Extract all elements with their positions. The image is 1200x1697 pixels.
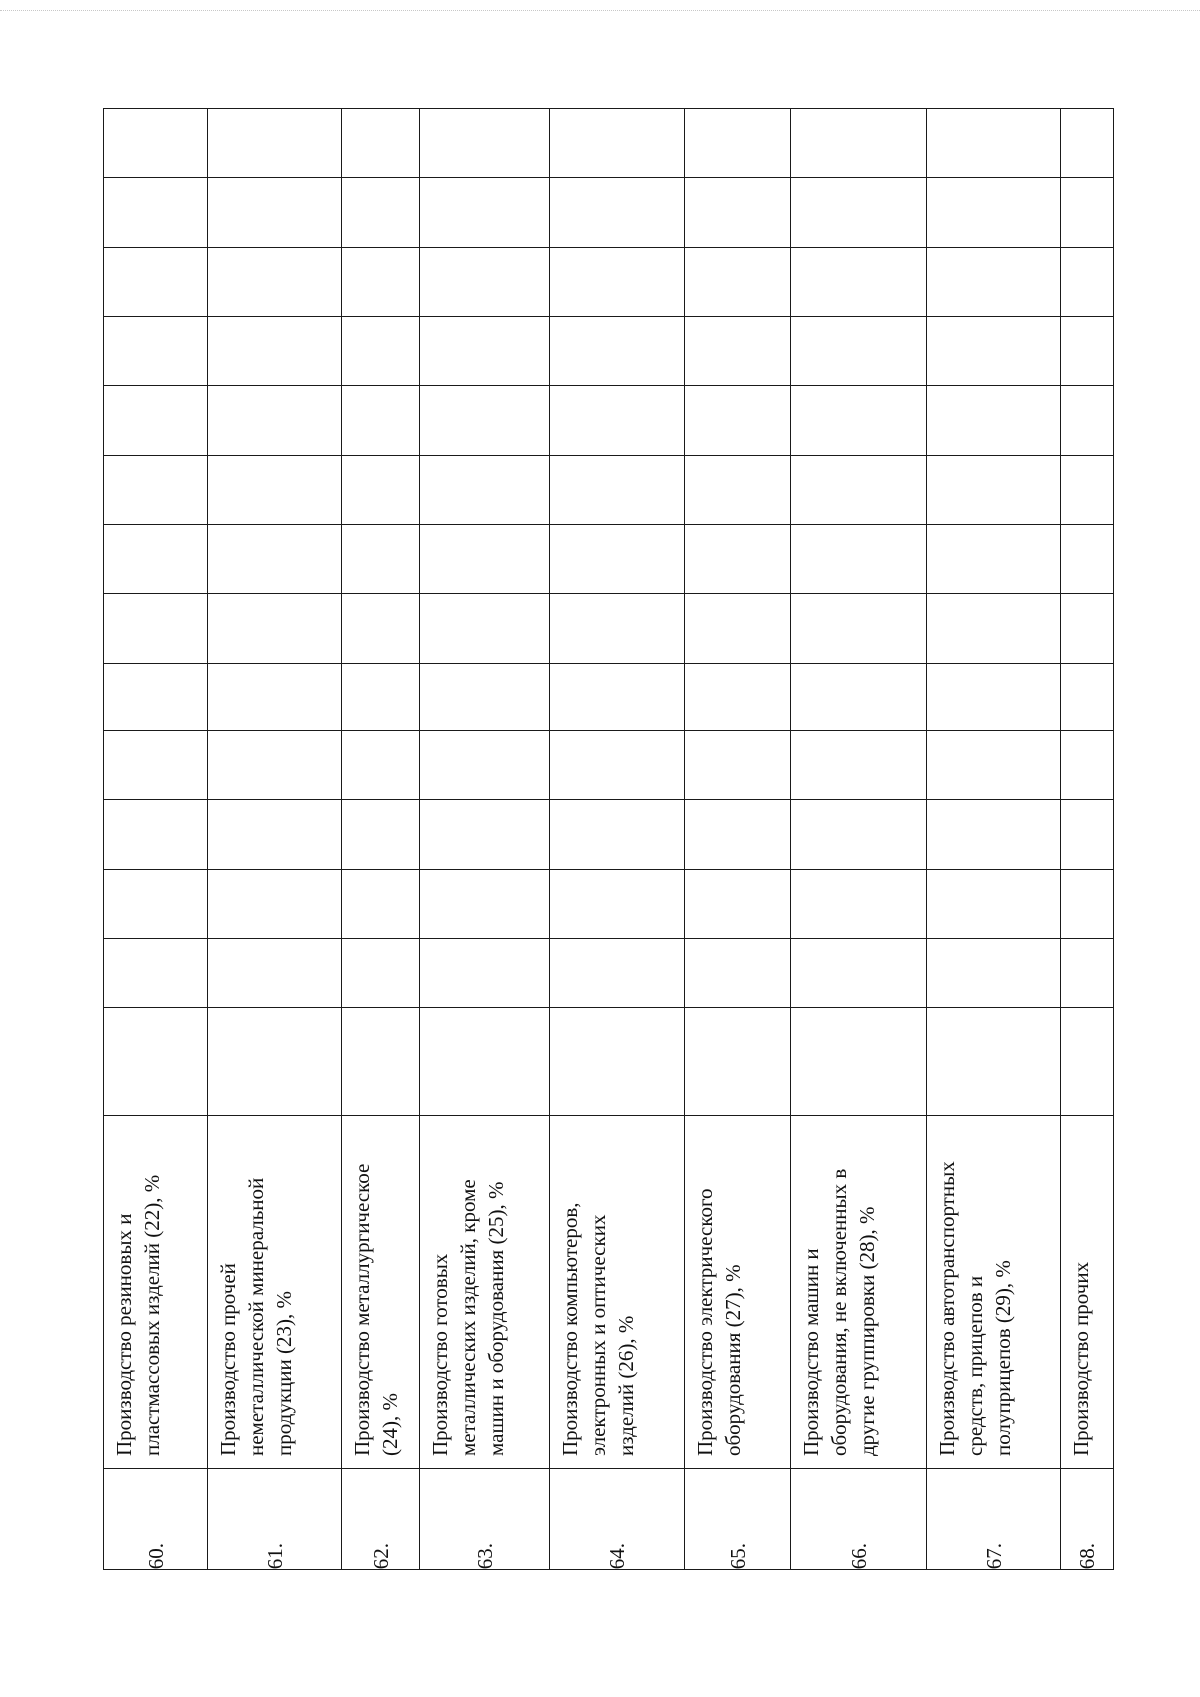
table-cell-empty <box>208 386 342 455</box>
table-cell-empty <box>420 386 550 455</box>
table-cell-empty <box>927 247 1061 316</box>
table-cell-empty <box>927 109 1061 178</box>
row-number: 64. <box>605 1542 629 1569</box>
table-cell-empty <box>104 109 208 178</box>
table-cell-empty <box>791 938 927 1007</box>
table-cell-empty <box>1061 800 1114 869</box>
table-cell-empty <box>420 594 550 663</box>
row-number-cell <box>927 1469 1061 1570</box>
table-cell-empty <box>208 730 342 799</box>
table-cell-empty <box>342 247 420 316</box>
table-cell-empty <box>685 247 791 316</box>
table-cell-empty <box>420 663 550 730</box>
page-top-rule <box>0 10 1200 11</box>
row-number: 61. <box>262 1542 287 1569</box>
indicator-name: Производство электрического оборудования (27), % <box>693 1188 745 1457</box>
table-cell-empty <box>791 178 927 247</box>
table-cell-empty <box>927 800 1061 869</box>
row-number-cell <box>791 1469 927 1570</box>
table-cell-empty <box>927 178 1061 247</box>
row-number-row <box>104 1469 1114 1570</box>
table-cell-empty <box>420 869 550 938</box>
table-cell-empty <box>685 1008 791 1116</box>
table-cell-empty <box>1061 386 1114 455</box>
indicator-name: Производство машин и оборудования, не включенных в другие группировки (28), % <box>799 1168 879 1457</box>
row-number: 62. <box>368 1542 393 1569</box>
table-cell-empty <box>104 316 208 385</box>
indicator-name: Производство компьютеров, электронных и оптических изделий (26), % <box>558 1202 638 1457</box>
indicator-name: Производство готовых металлических изделий, кроме машин и оборудования (25), % <box>428 1179 508 1457</box>
table-cell-empty <box>420 1008 550 1116</box>
table-cell-empty <box>927 316 1061 385</box>
table-cell-empty <box>104 247 208 316</box>
indicator-name: Производство автотранспортных средств, прицепов и полуприцепов (29), % <box>935 1161 1015 1457</box>
table-cell-empty <box>791 524 927 593</box>
row-number: 65. <box>725 1542 750 1569</box>
table-cell-empty <box>791 109 927 178</box>
table-cell-empty <box>208 663 342 730</box>
table-cell-empty <box>208 178 342 247</box>
table-cell-empty <box>791 869 927 938</box>
row-number-cell <box>1061 1469 1114 1570</box>
indicator-table <box>103 108 1114 1570</box>
indicator-name-cell <box>208 1116 342 1469</box>
table-cell-empty <box>927 730 1061 799</box>
table-cell-empty <box>208 316 342 385</box>
blank-row <box>104 524 1114 593</box>
table-cell-empty <box>550 386 685 455</box>
blank-row <box>104 938 1114 1007</box>
table-cell-empty <box>420 800 550 869</box>
row-number: 66. <box>846 1542 871 1569</box>
blank-row <box>104 247 1114 316</box>
table-cell-empty <box>550 524 685 593</box>
table-cell-empty <box>420 247 550 316</box>
table-cell-empty <box>208 109 342 178</box>
table-cell-empty <box>791 663 927 730</box>
table-cell-empty <box>791 594 927 663</box>
table-cell-empty <box>104 455 208 524</box>
table-cell-empty <box>791 386 927 455</box>
table-cell-empty <box>685 109 791 178</box>
table-cell-empty <box>342 386 420 455</box>
blank-row <box>104 316 1114 385</box>
indicator-name-cell <box>1061 1116 1114 1469</box>
table-cell-empty <box>1061 663 1114 730</box>
table-cell-empty <box>685 178 791 247</box>
table-cell-empty <box>1061 869 1114 938</box>
indicator-name: Производство металлургическое (24), % <box>350 1163 402 1457</box>
table-cell-empty <box>927 663 1061 730</box>
table-cell-empty <box>1061 524 1114 593</box>
table-cell-empty <box>685 730 791 799</box>
table-cell-empty <box>550 730 685 799</box>
table-cell-empty <box>420 455 550 524</box>
table-cell-empty <box>550 247 685 316</box>
indicator-name: Производство резиновых и пластмассовых изделий (22), % <box>112 1174 164 1457</box>
table-cell-empty <box>342 869 420 938</box>
table-cell-empty <box>550 663 685 730</box>
indicator-name-cell <box>104 1116 208 1469</box>
row-number-cell <box>420 1469 550 1570</box>
table-cell-empty <box>208 247 342 316</box>
indicator-name-cell <box>927 1116 1061 1469</box>
table-cell-empty <box>1061 109 1114 178</box>
table-cell-empty <box>1061 178 1114 247</box>
table-cell-empty <box>104 938 208 1007</box>
table-cell-empty <box>927 938 1061 1007</box>
table-cell-empty <box>342 524 420 593</box>
table-cell-empty <box>104 524 208 593</box>
table-cell-empty <box>420 730 550 799</box>
table-cell-empty <box>550 1008 685 1116</box>
table-cell-empty <box>791 455 927 524</box>
table-cell-empty <box>550 800 685 869</box>
table-cell-empty <box>685 800 791 869</box>
table-cell-empty <box>208 1008 342 1116</box>
table-cell-empty <box>550 869 685 938</box>
table-cell-empty <box>104 869 208 938</box>
table-cell-empty <box>927 594 1061 663</box>
row-number-cell <box>342 1469 420 1570</box>
table-cell-empty <box>342 594 420 663</box>
table-cell-empty <box>1061 730 1114 799</box>
table-cell-empty <box>791 247 927 316</box>
table-cell-empty <box>1061 316 1114 385</box>
row-number-cell <box>208 1469 342 1570</box>
indicator-name-cell <box>420 1116 550 1469</box>
table-cell-empty <box>104 800 208 869</box>
table-cell-empty <box>104 594 208 663</box>
indicator-name-cell <box>550 1116 685 1469</box>
blank-row <box>104 730 1114 799</box>
table-cell-empty <box>104 386 208 455</box>
table-cell-empty <box>550 109 685 178</box>
indicator-name-cell <box>685 1116 791 1469</box>
table-cell-empty <box>342 663 420 730</box>
indicator-name: Производство прочей неметаллической минеральной продукции (23), % <box>216 1177 296 1457</box>
table-cell-empty <box>685 594 791 663</box>
table-cell-empty <box>342 938 420 1007</box>
row-number: 60. <box>143 1542 168 1569</box>
table-cell-empty <box>420 938 550 1007</box>
table-cell-empty <box>342 455 420 524</box>
table-cell-empty <box>550 316 685 385</box>
table-cell-empty <box>208 455 342 524</box>
indicator-name-cell <box>342 1116 420 1469</box>
table-cell-empty <box>791 316 927 385</box>
table-cell-empty <box>342 730 420 799</box>
table-cell-empty <box>1061 938 1114 1007</box>
table-cell-empty <box>342 1008 420 1116</box>
table-cell-empty <box>342 316 420 385</box>
table-cell-empty <box>1061 594 1114 663</box>
table-cell-empty <box>685 663 791 730</box>
table-cell-empty <box>685 938 791 1007</box>
table-cell-empty <box>104 1008 208 1116</box>
indicator-name: Производство прочих <box>1069 1261 1093 1457</box>
table-cell-empty <box>208 938 342 1007</box>
table-cell-empty <box>550 178 685 247</box>
table-cell-empty <box>685 316 791 385</box>
table-cell-empty <box>791 1008 927 1116</box>
table-cell-empty <box>685 455 791 524</box>
row-number: 68. <box>1075 1542 1099 1569</box>
table-cell-empty <box>420 524 550 593</box>
blank-row <box>104 109 1114 178</box>
table-cell-empty <box>550 938 685 1007</box>
table-cell-empty <box>927 455 1061 524</box>
table-cell-empty <box>208 869 342 938</box>
blank-row <box>104 800 1114 869</box>
table-cell-empty <box>550 455 685 524</box>
table-cell-empty <box>342 800 420 869</box>
row-number: 67. <box>981 1542 1006 1569</box>
indicator-name-row <box>104 1116 1114 1469</box>
table-cell-empty <box>104 663 208 730</box>
table-cell-empty <box>1061 247 1114 316</box>
table-cell-empty <box>104 730 208 799</box>
table-cell-empty <box>685 524 791 593</box>
blank-row <box>104 386 1114 455</box>
table-cell-empty <box>685 869 791 938</box>
blank-row <box>104 455 1114 524</box>
row-number-cell <box>685 1469 791 1570</box>
table-cell-empty <box>420 178 550 247</box>
blank-row <box>104 663 1114 730</box>
table-cell-empty <box>208 524 342 593</box>
table-cell-empty <box>927 869 1061 938</box>
blank-row <box>104 1008 1114 1116</box>
blank-row <box>104 178 1114 247</box>
indicator-name-cell <box>791 1116 927 1469</box>
row-number-cell <box>550 1469 685 1570</box>
table-cell-empty <box>927 524 1061 593</box>
table-cell-empty <box>927 386 1061 455</box>
table-cell-empty <box>1061 1008 1114 1116</box>
table-cell-empty <box>420 109 550 178</box>
table-cell-empty <box>1061 455 1114 524</box>
table-cell-empty <box>208 594 342 663</box>
blank-row <box>104 869 1114 938</box>
table-cell-empty <box>420 316 550 385</box>
table-cell-empty <box>342 109 420 178</box>
table-cell-empty <box>685 386 791 455</box>
table-cell-empty <box>550 594 685 663</box>
table-cell-empty <box>342 178 420 247</box>
table-cell-empty <box>791 800 927 869</box>
row-number: 63. <box>472 1542 497 1569</box>
table-cell-empty <box>927 1008 1061 1116</box>
table-cell-empty <box>208 800 342 869</box>
row-number-cell <box>104 1469 208 1570</box>
blank-row <box>104 594 1114 663</box>
table-cell-empty <box>104 178 208 247</box>
table-cell-empty <box>791 730 927 799</box>
